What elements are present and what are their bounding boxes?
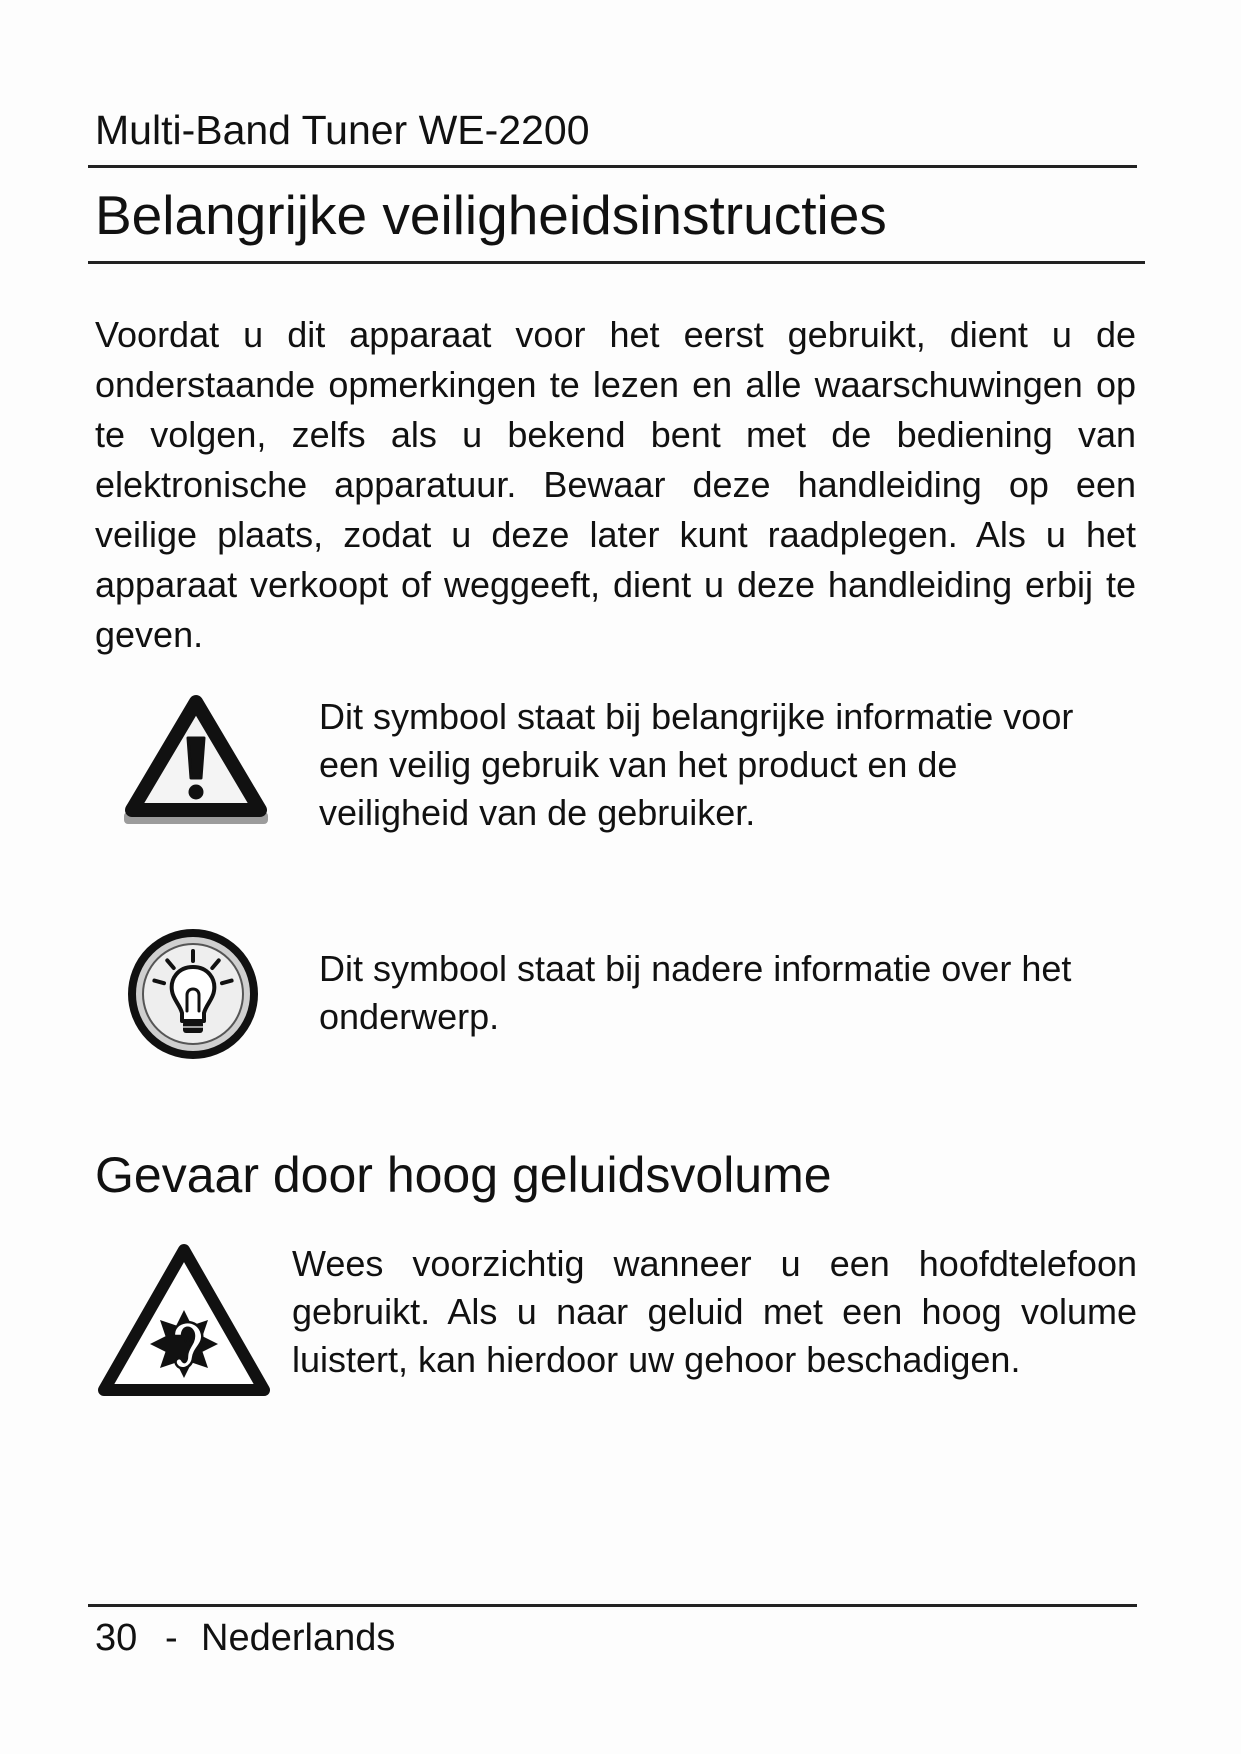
lightbulb-graphic (126, 927, 260, 1061)
hearing-damage-warning-icon (94, 1240, 274, 1404)
hearing-warning-graphic (94, 1240, 274, 1404)
footer-rule (88, 1604, 1137, 1607)
lightbulb-icon (126, 927, 260, 1061)
page-number: 30 (95, 1617, 138, 1659)
paragraph-line: onderstaande opmerkingen te lezen en alle waarschuwingen op (95, 364, 1136, 405)
symbol-text-line: Dit symbool staat bij nadere informatie over het (319, 948, 1072, 989)
paragraph-line: Voordat u dit apparaat voor het eerst gebruikt, dient u de (95, 314, 1136, 355)
warning-text-line: Wees voorzichtig wanneer u een hoofdtelefoon (292, 1243, 1137, 1284)
paragraph-line: te volgen, zelfs als u bekend bent met de bediening van (95, 414, 1136, 455)
intro-paragraph (95, 310, 1136, 660)
warning-triangle-graphic (122, 692, 270, 826)
symbol-text-line: onderwerp. (319, 996, 500, 1037)
symbol-text-line: een veilig gebruik van het product en de (319, 744, 958, 785)
paragraph-line: apparaat verkoopt of weggeeft, dient u deze handleiding erbij te (95, 564, 1136, 605)
running-header-title: Multi-Band Tuner WE-2200 (95, 107, 590, 153)
section-heading-safety: Belangrijke veiligheidsinstructies (95, 184, 887, 246)
paragraph-line: geven. (95, 614, 204, 655)
symbol-text-line: Dit symbool staat bij belangrijke informatie voor (319, 696, 1074, 737)
footer-language: Nederlands (201, 1617, 396, 1659)
heading-rule (88, 261, 1145, 264)
warning-text-line: luistert, kan hierdoor uw gehoor beschadigen. (292, 1339, 1021, 1380)
footer-separator: - (165, 1617, 178, 1659)
exclamation-dot (189, 785, 204, 800)
exclamation-bar (188, 738, 204, 778)
symbol-description-info (319, 945, 1071, 1041)
header-rule (88, 165, 1137, 168)
warning-triangle-icon (122, 692, 270, 826)
paragraph-line: elektronische apparatuur. Bewaar deze handleiding op een (95, 464, 1136, 505)
symbol-description-warning (319, 693, 1073, 837)
warning-text-line: gebruikt. Als u naar geluid met een hoog volume (292, 1291, 1137, 1332)
hearing-warning-text (292, 1240, 1137, 1384)
symbol-text-line: veiligheid van de gebruiker. (319, 792, 756, 833)
paragraph-line: veilige plaats, zodat u deze later kunt raadplegen. Als u het (95, 514, 1136, 555)
section-heading-volume: Gevaar door hoog geluidsvolume (95, 1147, 832, 1203)
